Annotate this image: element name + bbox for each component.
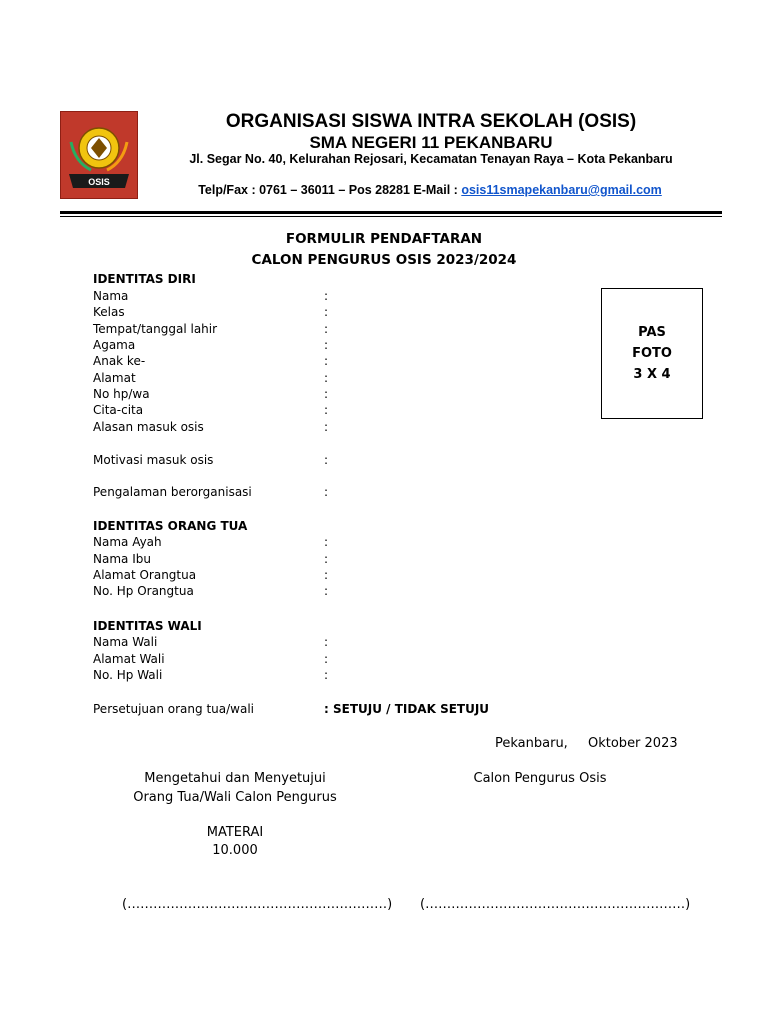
field-colon: : — [324, 289, 329, 303]
field-colon: : — [324, 403, 329, 417]
consent-label: Persetujuan orang tua/wali — [93, 702, 254, 716]
signature-place: Pekanbaru, — [495, 736, 568, 751]
field-colon: : — [324, 485, 329, 499]
field-colon: : — [324, 535, 329, 549]
section-identitas-orang-tua: IDENTITAS ORANG TUA — [93, 519, 248, 533]
field-label: Kelas — [93, 305, 125, 319]
field-label: No. Hp Orangtua — [93, 584, 194, 598]
header-divider-thin — [60, 216, 722, 217]
field-colon: : — [324, 305, 329, 319]
photo-label-pas: PAS — [638, 325, 666, 340]
materai-label: MATERAI — [206, 825, 264, 840]
svg-text:OSIS: OSIS — [88, 177, 110, 187]
field-label: No hp/wa — [93, 387, 150, 401]
parent-sign-caption: Mengetahui dan Menyetujui — [144, 771, 326, 786]
field-colon: : — [324, 371, 329, 385]
field-label: Motivasi masuk osis — [93, 453, 214, 467]
field-colon: : — [324, 354, 329, 368]
org-title: ORGANISASI SISWA INTRA SEKOLAH (OSIS) — [225, 111, 637, 132]
field-label: Anak ke- — [93, 354, 146, 368]
field-colon: : — [324, 387, 329, 401]
photo-label-foto: FOTO — [632, 346, 672, 361]
field-colon: : — [324, 322, 329, 336]
contact-line — [130, 183, 730, 197]
field-label: Cita-cita — [93, 403, 144, 417]
form-title: FORMULIR PENDAFTARAN — [285, 231, 483, 247]
field-colon: : — [324, 453, 329, 467]
field-colon: : — [324, 635, 329, 649]
field-label: Nama Ibu — [93, 552, 151, 566]
field-colon: : — [324, 568, 329, 582]
field-label: Agama — [93, 338, 136, 352]
field-colon: : — [324, 552, 329, 566]
header-divider-thick — [60, 211, 722, 214]
materai-value: 10.000 — [212, 843, 258, 858]
consent-options: : SETUJU / TIDAK SETUJU — [324, 702, 490, 716]
section-identitas-wali: IDENTITAS WALI — [93, 619, 202, 633]
field-label: Nama Wali — [93, 635, 158, 649]
field-label: Pengalaman berorganisasi — [93, 485, 252, 499]
parent-signature-line: (……………………………………………………) — [122, 897, 393, 912]
candidate-sign-caption: Calon Pengurus Osis — [473, 771, 607, 786]
field-label: Alasan masuk osis — [93, 420, 204, 434]
field-label: No. Hp Wali — [93, 668, 163, 682]
field-colon: : — [324, 668, 329, 682]
parent-sign-caption-2: Orang Tua/Wali Calon Pengurus — [133, 790, 337, 805]
contact-prefix: Telp/Fax : 0761 – 36011 – Pos 28281 E-Mail : — [198, 183, 462, 197]
field-label: Nama — [93, 289, 129, 303]
photo-label-size: 3 X 4 — [633, 367, 671, 382]
school-address: Jl. Segar No. 40, Kelurahan Rejosari, Kecamatan Tenayan Raya – Kota Pekanbaru — [189, 152, 673, 166]
osis-logo — [60, 111, 138, 199]
field-colon: : — [324, 652, 329, 666]
school-name: SMA NEGERI 11 PEKANBARU — [309, 133, 553, 152]
field-label: Tempat/tanggal lahir — [93, 322, 218, 336]
signature-date: Oktober 2023 — [588, 736, 678, 751]
field-colon: : — [324, 584, 329, 598]
section-identitas-diri: IDENTITAS DIRI — [93, 272, 196, 286]
field-label: Alamat Wali — [93, 652, 165, 666]
field-colon: : — [324, 338, 329, 352]
candidate-signature-line: (……………………………………………………) — [420, 897, 691, 912]
field-label: Nama Ayah — [93, 535, 162, 549]
form-subtitle: CALON PENGURUS OSIS 2023/2024 — [251, 252, 517, 268]
field-colon: : — [324, 420, 329, 434]
photo-placeholder — [601, 288, 703, 419]
field-label: Alamat — [93, 371, 136, 385]
osis-emblem-icon — [61, 112, 137, 198]
email-link[interactable]: osis11smapekanbaru@gmail.com — [461, 183, 662, 197]
field-label: Alamat Orangtua — [93, 568, 197, 582]
